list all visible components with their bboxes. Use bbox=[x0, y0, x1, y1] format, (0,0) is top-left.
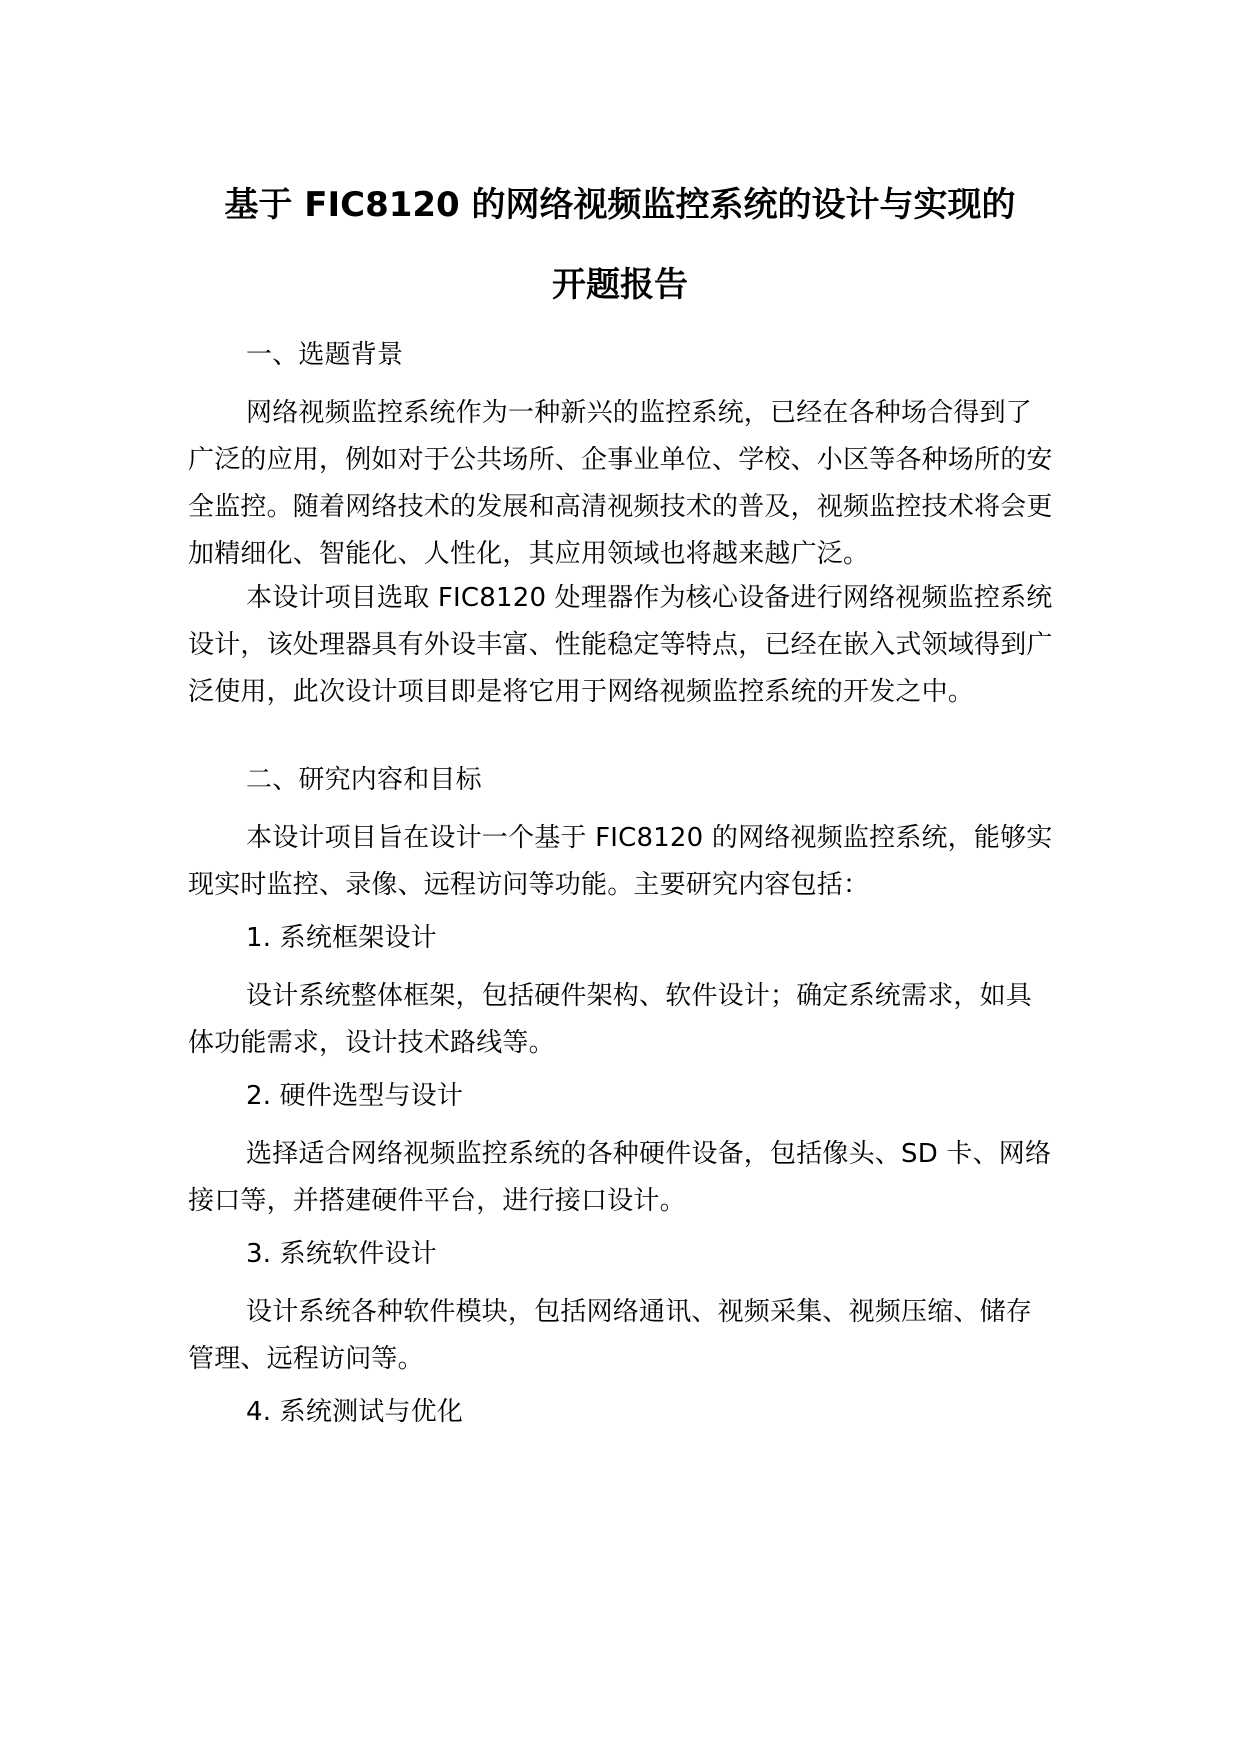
section-heading-background: 一、选题背景 bbox=[246, 340, 404, 370]
item-heading-software: 3. 系统软件设计 bbox=[246, 1239, 437, 1269]
section-heading-content-goals: 二、研究内容和目标 bbox=[246, 765, 482, 795]
item-heading-framework: 1. 系统框架设计 bbox=[246, 923, 437, 953]
paragraph-background-2: 本设计项目选取 FIC8120 处理器作为核心设备进行网络视频监控系统设计，该处理器具有外设丰富、性能稳定等特点，已经在嵌入式领域得到广泛使用，此次设计项目即是将它用于网络视频监控系统的开发之中。 bbox=[188, 583, 1053, 707]
item-heading-testing: 4. 系统测试与优化 bbox=[246, 1397, 464, 1427]
paragraph-background-1: 网络视频监控系统作为一种新兴的监控系统，已经在各种场合得到了广泛的应用，例如对于公共场所、企事业单位、学校、小区等各种场所的安全监控。随着网络技术的发展和高清视频技术的普及，视频监控技术将会更加精细化、智能化、人性化，其应用领域也将越来越广泛。 bbox=[188, 398, 1053, 569]
paragraph-framework: 设计系统整体框架，包括硬件架构、软件设计；确定系统需求，如具体功能需求，设计技术路线等。 bbox=[188, 981, 1033, 1058]
paragraph-software: 设计系统各种软件模块，包括网络通讯、视频采集、视频压缩、储存管理、远程访问等。 bbox=[188, 1297, 1033, 1374]
document-title-line-1: 基于 FIC8120 的网络视频监控系统的设计与实现的 bbox=[224, 185, 1016, 225]
document-title-line-2: 开题报告 bbox=[552, 265, 688, 305]
paragraph-hardware: 选择适合网络视频监控系统的各种硬件设备，包括像头、SD 卡、网络接口等，并搭建硬件平台，进行接口设计。 bbox=[188, 1139, 1052, 1216]
item-heading-hardware: 2. 硬件选型与设计 bbox=[246, 1081, 464, 1111]
paragraph-content-intro: 本设计项目旨在设计一个基于 FIC8120 的网络视频监控系统，能够实现实时监控、录像、远程访问等功能。主要研究内容包括： bbox=[188, 823, 1053, 900]
